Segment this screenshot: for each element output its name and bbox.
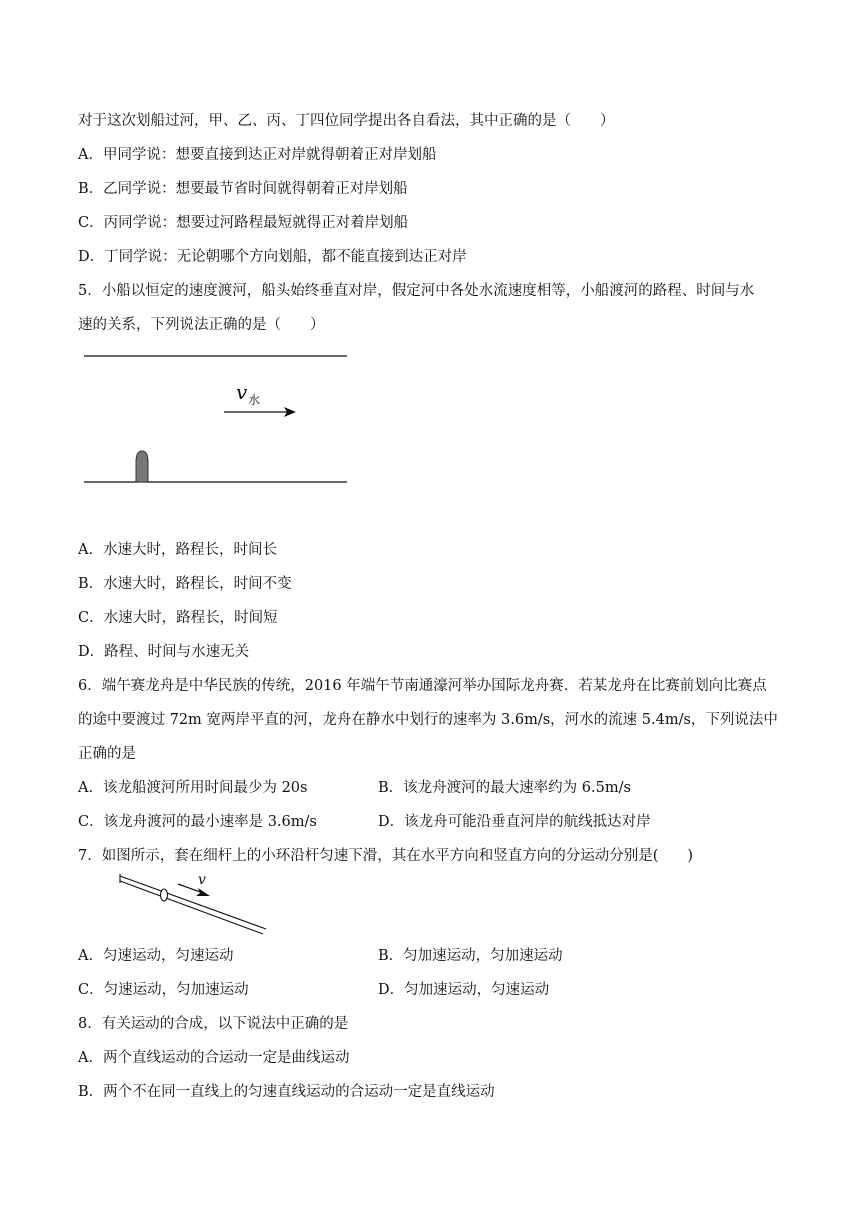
q8-stem: 8．有关运动的合成，以下说法中正确的是 bbox=[78, 1016, 349, 1032]
q7-arrowhead bbox=[196, 888, 210, 896]
q6-option-b: B．该龙舟渡河的最大速率约为 6.5m/s bbox=[378, 780, 631, 796]
q6-option-d: D．该龙舟可能沿垂直河岸的航线抵达对岸 bbox=[378, 814, 651, 830]
q4-option-c: C．丙同学说：想要过河路程最短就得正对着岸划船 bbox=[78, 215, 409, 231]
q4-stem: 对于这次划船过河，甲、乙、丙、丁四位同学提出各自看法，其中正确的是（ ） bbox=[78, 113, 615, 129]
q4-option-a: A．甲同学说：想要直接到达正对岸就得朝着正对岸划船 bbox=[78, 147, 437, 163]
q6-option-a: A．该龙船渡河所用时间最少为 20s bbox=[78, 780, 308, 796]
q5-option-a: A．水速大时，路程长，时间长 bbox=[78, 542, 277, 558]
q7-option-a: A．匀速运动，匀速运动 bbox=[78, 948, 234, 964]
q6-stem-line2: 的途中要渡过 72m 宽两岸平直的河，龙舟在静水中划行的速率为 3.6m/s，河水的流速 5.4m/s，下列说法中 bbox=[78, 712, 778, 728]
q4-option-b: B．乙同学说：想要最节省时间就得朝着正对岸划船 bbox=[78, 181, 408, 197]
q5-v-subscript: 水 bbox=[248, 393, 261, 407]
q7-rod-top-edge bbox=[120, 876, 266, 929]
q7-option-b: B．匀加速运动，匀加速运动 bbox=[378, 948, 563, 964]
q6-stem-line1: 6．端午赛龙舟是中华民族的传统，2016 年端午节南通濠河举办国际龙舟赛．若某龙舟在比赛前划向比赛点 bbox=[78, 678, 767, 694]
q8-option-a: A．两个直线运动的合运动一定是曲线运动 bbox=[78, 1050, 350, 1066]
q5-stem-line2: 速的关系，下列说法正确的是（ ） bbox=[78, 317, 325, 333]
q5-stem-line1: 5．小船以恒定的速度渡河，船头始终垂直对岸，假定河中各处水流速度相等，小船渡河的路程、时间与水 bbox=[78, 283, 755, 299]
q4-option-d: D．丁同学说：无论朝哪个方向划船，都不能直接到达正对岸 bbox=[78, 249, 467, 265]
q7-ring bbox=[161, 889, 168, 901]
q5-v-symbol: v bbox=[236, 380, 248, 404]
q7-option-d: D．匀加速运动，匀速运动 bbox=[378, 982, 550, 998]
q6-stem-line3: 正确的是 bbox=[78, 746, 136, 762]
q5-option-c: C．水速大时，路程长，时间短 bbox=[78, 610, 278, 626]
q7-v-symbol: v bbox=[198, 872, 206, 888]
q8-option-b: B．两个不在同一直线上的匀速直线运动的合运动一定是直线运动 bbox=[78, 1084, 495, 1100]
q7-option-c: C．匀速运动，匀加速运动 bbox=[78, 982, 249, 998]
q6-option-c: C．该龙舟渡河的最小速率是 3.6m/s bbox=[78, 814, 317, 830]
q5-option-b: B．水速大时，路程长，时间不变 bbox=[78, 576, 292, 592]
q7-stem: 7．如图所示，套在细杆上的小环沿杆匀速下滑，其在水平方向和竖直方向的分运动分别是( ) bbox=[78, 848, 694, 864]
q5-option-d: D．路程、时间与水速无关 bbox=[78, 644, 250, 660]
